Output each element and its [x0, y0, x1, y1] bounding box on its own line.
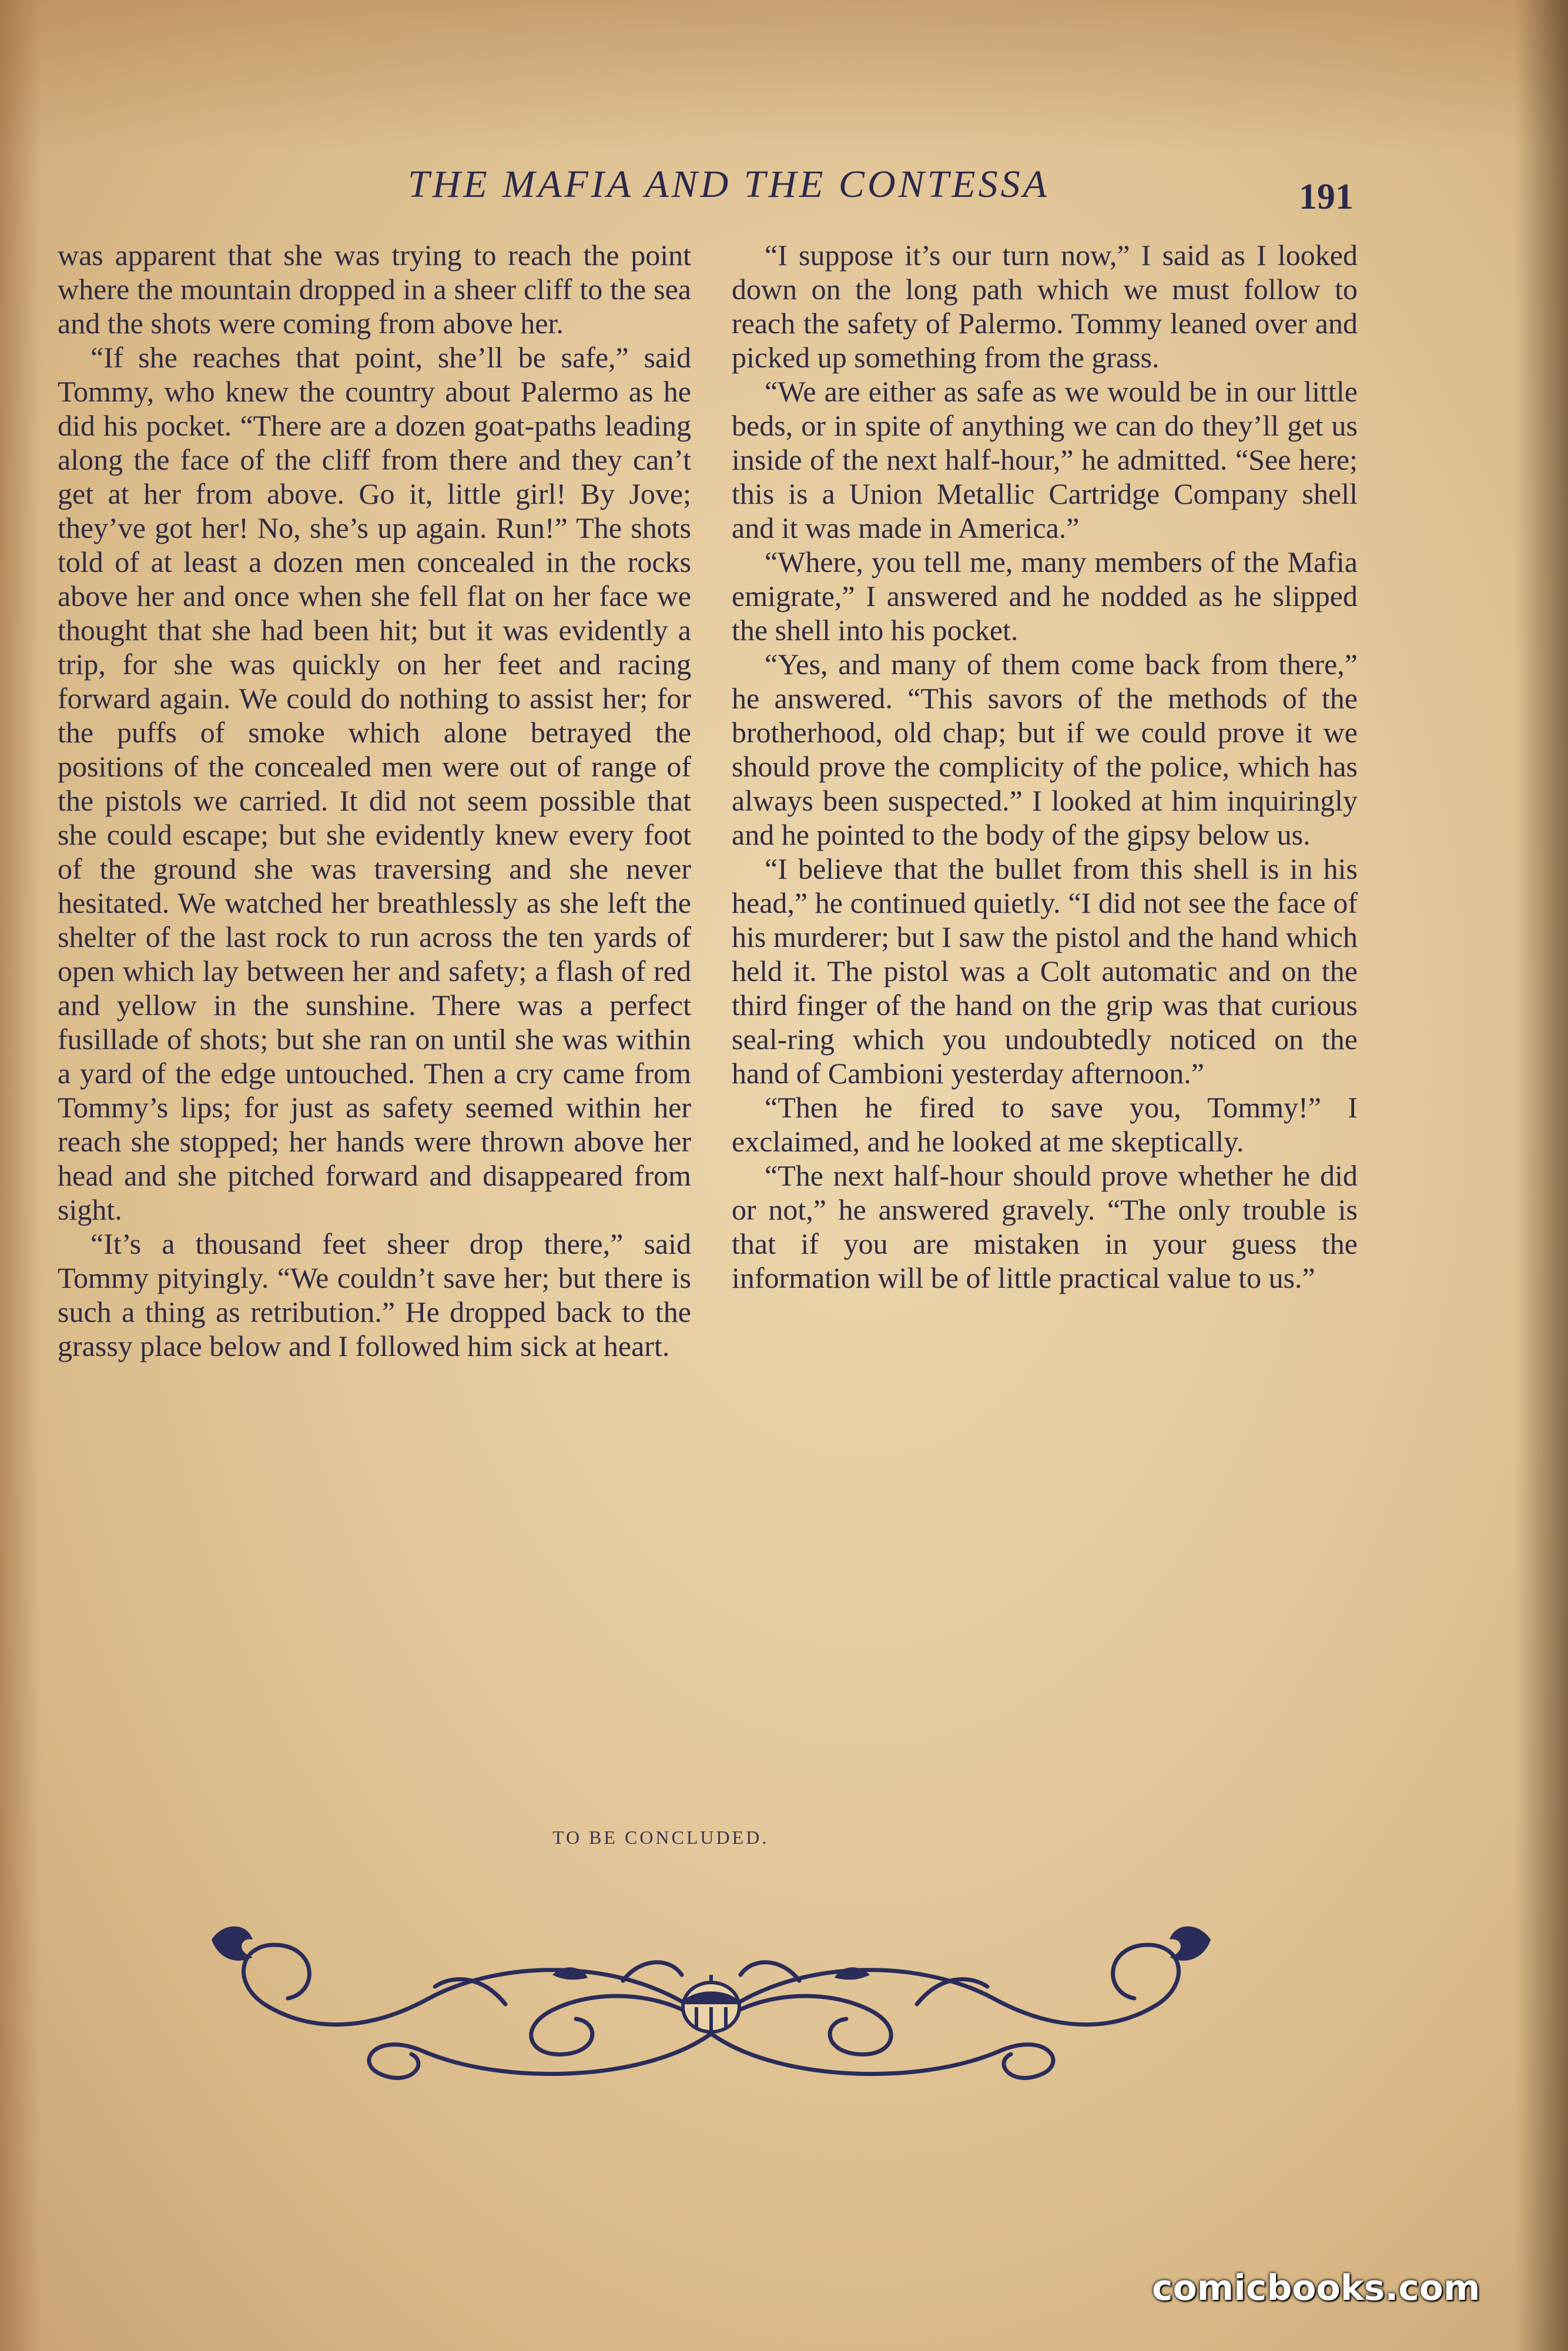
paragraph: “Where, you tell me, many members of the Mafia emigrate,” I answered and he nodded as he slipped the shell into his pocket.: [732, 545, 1358, 647]
paragraph: “I suppose it’s our turn now,” I said as I looked down on the long path which we must follow to reach the safety of Palermo. Tommy leaned over and picked up something from the grass.: [732, 239, 1358, 374]
running-head: THE MAFIA AND THE CONTESSA: [408, 163, 1050, 206]
page-gutter-shadow: [0, 0, 41, 2351]
paragraph: “We are either as safe as we would be in our little beds, or in spite of anything we can do they’ll get us inside of the next half-hour,” he admitted. “See here; this is a Union Metallic Cartridge Company shell and it was made in America.”: [732, 375, 1358, 544]
paragraph: “If she reaches that point, she’ll be safe,” said Tommy, who knew the country about Palermo as he did his pocket. “There are a dozen goat-paths leading along the face of the cliff from there and they can’t get at her from above. Go it, little girl! By Jove; they’ve got her! No, she’s up again. Run!” The shots told of at least a dozen men concealed in the rocks above her and once when she fell flat on her face we thought that she had been hit; but it was evidently a trip, for she was quickly on her feet and racing forward again. We could do nothing to assist her; for the puffs of smoke which alone betrayed the positions of the concealed men were out of range of the pistols we carried. It did not seem possible that she could escape; but she evidently knew every foot of the ground she was traversing and she never hesitated. We watched her breathlessly as she left the shelter of the last rock to run across the ten yards of open which lay between her and safety; a flash of red and yellow in the sunshine. There was a perfect fusillade of shots; but she ran on until she was within a yard of the edge untouched. Then a cry came from Tommy’s lips; for just as safety seemed within her reach she stopped; her hands were thrown above her head and she pitched forward and disappeared from sight.: [58, 341, 691, 1226]
paragraph: “I believe that the bullet from this shell is in his head,” he continued quietly. “I did not see the face of his murderer; but I saw the pistol and the hand which held it. The pistol was a Colt automatic and on the third finger of the hand on the grip was that curious seal-ring which you undoubtedly noticed on the hand of Cambioni yesterday afternoon.”: [732, 852, 1358, 1090]
page-number: 191: [1299, 177, 1353, 217]
paragraph: “The next half-hour should prove whether he did or not,” he answered gravely. “The only trouble is that if you are mistaken in your guess the information will be of little practical value to us.”: [732, 1159, 1358, 1294]
right-column: [732, 238, 1358, 1295]
paragraph: “Yes, and many of them come back from there,” he answered. “This savors of the methods of the brotherhood, old chap; but if we could prove it we should prove the complicity of the police, which has always been suspected.” I looked at him inquiringly and he pointed to the body of the gipsy below us.: [732, 648, 1358, 851]
paragraph: “It’s a thousand feet sheer drop there,” said Tommy pityingly. “We couldn’t save her; but there is such a thing as retribution.” He dropped back to the grassy place below and I followed him sick at heart.: [58, 1227, 691, 1362]
paragraph: “Then he fired to save you, Tommy!” I exclaimed, and he looked at me skeptically.: [732, 1091, 1358, 1158]
to-be-concluded-note: TO BE CONCLUDED.: [552, 1827, 769, 1848]
left-column: [58, 238, 691, 1363]
paragraph: was apparent that she was trying to reach the point where the mountain dropped in a sheer cliff to the sea and the shots were coming from above her.: [58, 239, 691, 340]
tailpiece-ornament-icon: [176, 1887, 1246, 2098]
site-watermark: comicbooks.com: [1152, 2268, 1480, 2309]
